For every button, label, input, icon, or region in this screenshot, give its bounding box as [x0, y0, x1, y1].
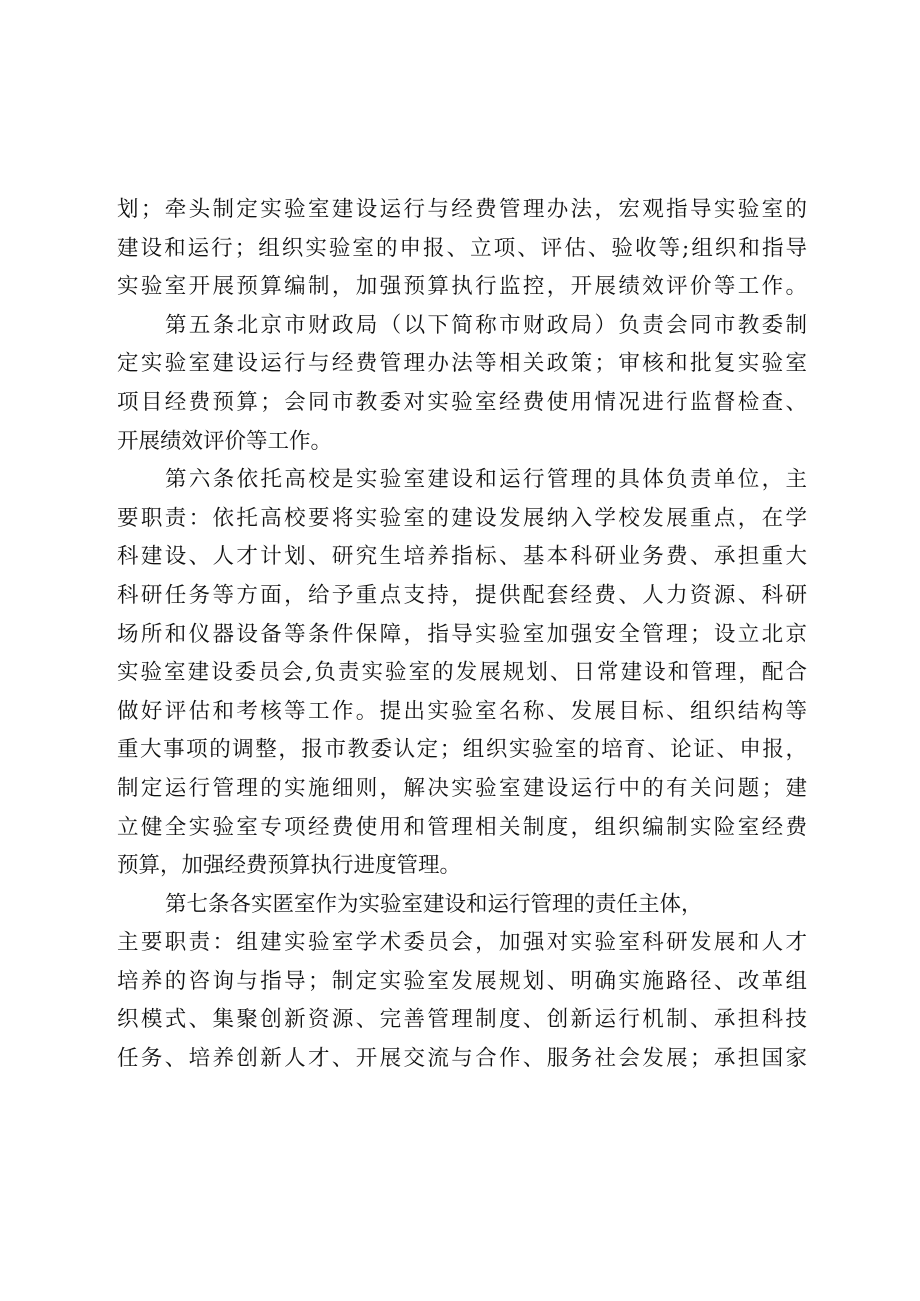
text-line: 场所和仪器设备等条件保障，指导实验室加强安全管理；设立北京: [117, 621, 807, 647]
text-line: 定实验室建设运行与经费管理办法等相关政策；审核和批复实验室: [117, 351, 807, 377]
text-line: 预算，加强经费预算执行进度管理。: [117, 853, 462, 879]
article-6-heading-line: 第六条依托高校是实验室建设和运行管理的具体负责单位，主: [165, 467, 807, 493]
text-line: 做好评估和考核等工作。提出实验室名称、发展目标、组织结构等: [117, 698, 807, 724]
text-line: 开展绩效评价等工作。: [117, 428, 333, 454]
text-line: 实验室开展预算编制，加强预算执行监控，开展绩效评价等工作。: [117, 274, 807, 300]
article-7-heading-line: 第七条各实匿室作为实验室建设和运行管理的责任主体，: [165, 891, 703, 917]
text-line: 重大事项的调整，报市教委认定；组织实验室的培育、论证、申报，: [117, 737, 807, 763]
document-body: [117, 191, 807, 1079]
text-line: 培养的咨询与指导；制定实验室发展规划、明确实施路径、改革组: [117, 968, 807, 994]
text-line: 织模式、集聚创新资源、完善管理制度、创新运行机制、承担科技: [117, 1007, 807, 1033]
text-line: 实验室建设委员会,负责实验室的发展规划、日常建设和管理，配合: [117, 660, 807, 686]
text-line: 要职责：依托高校要将实验室的建设发展纳入学校发展重点，在学: [117, 505, 807, 531]
text-line: 建设和运行；组织实验室的申报、立项、评估、验收等;组织和指导: [117, 235, 807, 261]
text-line: 项目经费预算；会同市教委对实验室经费使用情况进行监督检查、: [117, 389, 807, 415]
text-line: 任务、培养创新人才、开展交流与合作、服务社会发展；承担国家: [117, 1046, 807, 1072]
text-line: 主要职责：组建实验室学术委员会，加强对实验室科研发展和人才: [117, 930, 807, 956]
text-line: 立健全实验室专项经费使用和管理相关制度，组织编制实险室经费: [117, 814, 807, 840]
article-5-heading-line: 第五条北京市财政局（以下简称市财政局）负责会同市教委制: [165, 312, 807, 338]
text-line: 划；牵头制定实验室建设运行与经费管理办法，宏观指导实验室的: [117, 197, 807, 222]
text-line: 科研任务等方面，给予重点支持，提供配套经费、人力资源、科研: [117, 582, 807, 608]
text-line: 科建设、人才计划、研究生培养指标、基本科研业务费、承担重大: [117, 544, 807, 570]
text-line: 制定运行管理的实施细则，解决实验室建设运行中的有关问题；建: [117, 775, 807, 801]
